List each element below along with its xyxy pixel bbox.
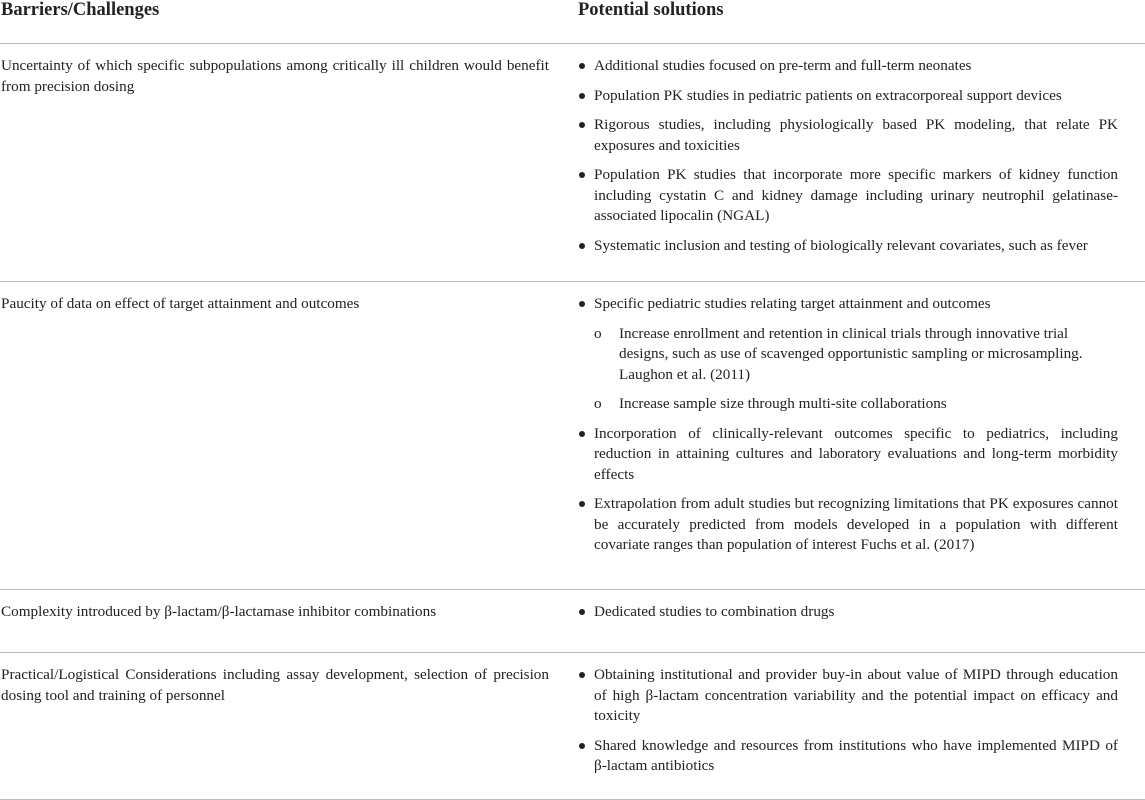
solution-item: Dedicated studies to combination drugs (578, 602, 1118, 623)
sub-solution-text: Increase sample size through multi-site collaborations (619, 395, 947, 412)
table-header (0, 0, 1145, 44)
solutions-cell (578, 294, 1118, 565)
solutions-cell (578, 665, 1118, 786)
solution-item: Obtaining institutional and provider buy-in about value of MIPD through education of high β-lactam concentration variability and the potential impact on efficacy and toxicity (578, 665, 1118, 727)
sub-solution-item (578, 324, 1118, 386)
table-row (0, 590, 1145, 653)
table-row (0, 44, 1145, 282)
sub-bullet-marker: o (594, 324, 602, 342)
solution-item: Extrapolation from adult studies but recognizing limitations that PK exposures cannot be accurately predicted from models developed in a population with different covariate ranges than population of interest Fuchs et al. (2017) (578, 494, 1118, 556)
solution-item: Population PK studies that incorporate more specific markers of kidney function including cystatin C and kidney damage including urinary neutrophil gelatinase-associated lipocalin (NGAL) (578, 165, 1118, 227)
column-header-barriers: Barriers/Challenges (1, 0, 160, 20)
challenge-cell: Complexity introduced by β-lactam/β-lactamase inhibitor combinations (1, 603, 437, 620)
solution-item: Systematic inclusion and testing of biologically relevant covariates, such as fever (578, 236, 1118, 257)
solution-item: Incorporation of clinically-relevant outcomes specific to pediatrics, including reduction in attaining cultures and laboratory evaluations and long-term morbidity effects (578, 424, 1118, 486)
sub-solution-text: Increase enrollment and retention in clinical trials through innovative trial designs, such as use of scavenged opportunistic sampling or microsampling. Laughon et al. (2011) (619, 324, 1083, 383)
solutions-cell (578, 56, 1118, 265)
solution-item: Shared knowledge and resources from institutions who have implemented MIPD of β-lactam antibiotics (578, 736, 1118, 777)
table-row (0, 653, 1145, 800)
sub-bullet-marker: o (594, 395, 602, 412)
solution-item: Additional studies focused on pre-term and full-term neonates (578, 56, 1118, 77)
solution-item: Specific pediatric studies relating target attainment and outcomes (578, 294, 1118, 315)
solutions-cell (578, 602, 1118, 632)
sub-solution-item (578, 394, 1118, 415)
column-header-solutions: Potential solutions (578, 0, 724, 20)
table-row (0, 282, 1145, 590)
challenge-cell: Paucity of data on effect of target attainment and outcomes (1, 295, 360, 312)
solution-item: Population PK studies in pediatric patients on extracorporeal support devices (578, 86, 1118, 107)
challenge-cell: Practical/Logistical Considerations including assay development, selection of precision dosing tool and training of personnel (1, 666, 549, 704)
solution-item: Rigorous studies, including physiologically based PK modeling, that relate PK exposures and toxicities (578, 115, 1118, 156)
challenge-cell: Uncertainty of which specific subpopulations among critically ill children would benefit from precision dosing (1, 57, 549, 95)
